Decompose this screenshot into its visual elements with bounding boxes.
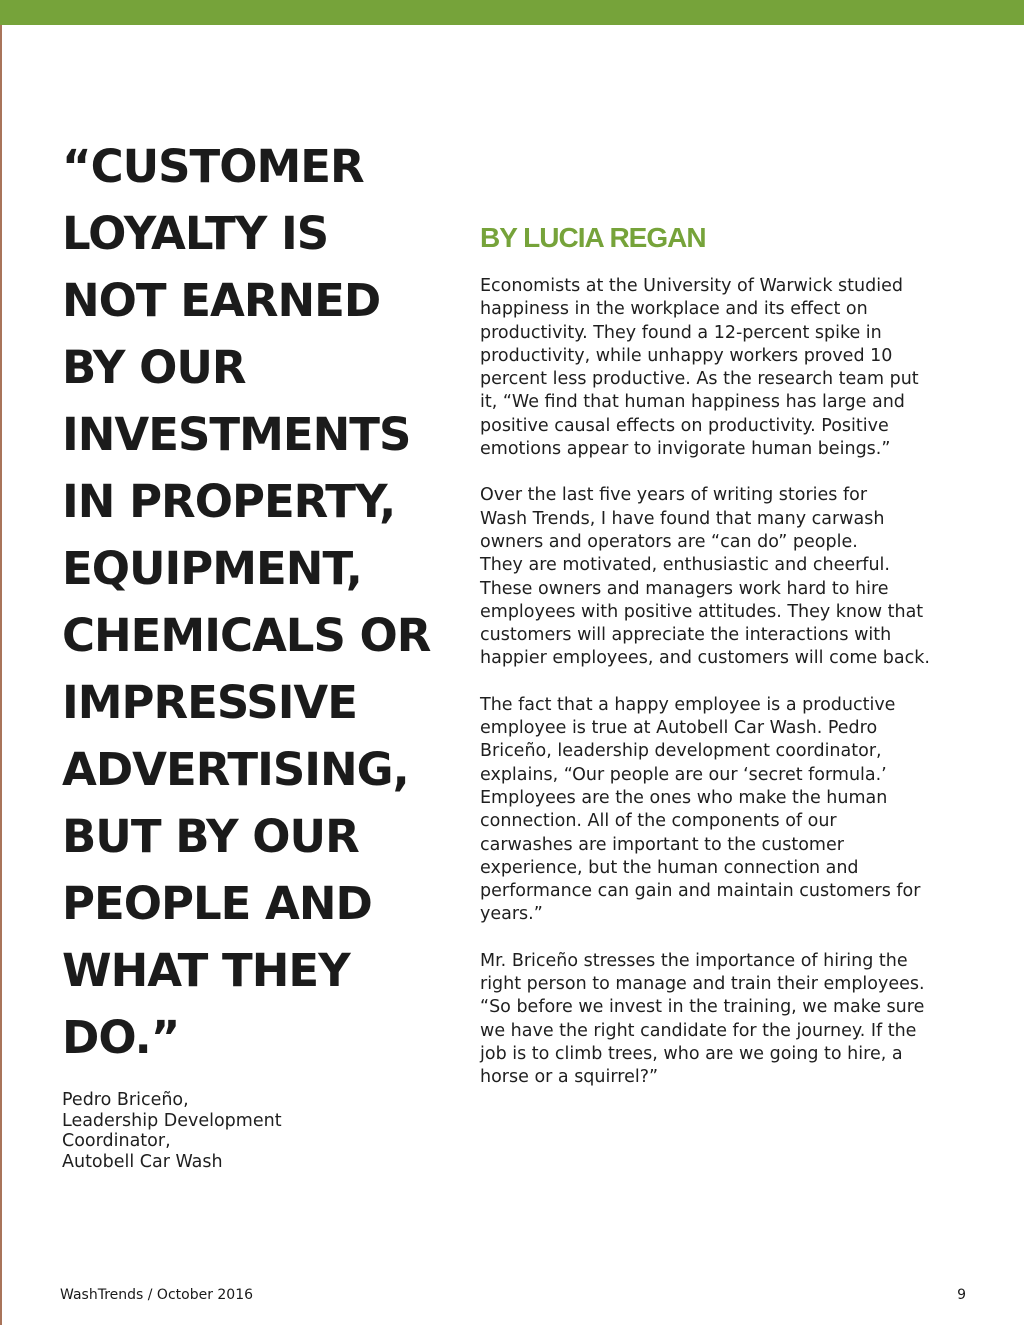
pull-quote-line: PEOPLE AND <box>62 877 372 930</box>
text-line: we have the right candidate for the journey. If the <box>480 1020 917 1041</box>
pull-quote-line: DO.” <box>62 1011 180 1064</box>
article-paragraph <box>480 950 1000 1090</box>
text-line: Employees are the ones who make the human <box>480 787 888 808</box>
text-line: Mr. Briceño stresses the importance of hiring the <box>480 950 908 971</box>
text-line: productivity, while unhappy workers proved 10 <box>480 345 893 366</box>
pull-quote-line: IN PROPERTY, <box>62 475 396 528</box>
text-line: experience, but the human connection and <box>480 857 859 878</box>
text-line: The fact that a happy employee is a productive <box>480 694 896 715</box>
pull-quote-line: WHAT THEY <box>62 944 350 997</box>
text-line: productivity. They found a 12-percent spike in <box>480 322 882 343</box>
text-line: emotions appear to invigorate human beings.” <box>480 439 891 460</box>
text-line: happiness in the workplace and its effect on <box>480 299 868 320</box>
footer-publication: WashTrends / October 2016 <box>60 1287 254 1303</box>
pull-quote-line: ADVERTISING, <box>62 743 409 796</box>
text-line: explains, “Our people are our ‘secret formula.’ <box>480 764 887 785</box>
pull-quote <box>62 133 431 1071</box>
page-number: 9 <box>957 1287 966 1303</box>
article-paragraph <box>480 694 1000 927</box>
text-line: “So before we invest in the training, we make sure <box>480 997 925 1018</box>
text-line: connection. All of the components of our <box>480 811 837 832</box>
pull-quote-line: BY OUR <box>62 341 246 394</box>
text-line: horse or a squirrel?” <box>480 1067 659 1088</box>
text-line: happier employees, and customers will come back. <box>480 648 930 669</box>
article-paragraph <box>480 275 1000 461</box>
text-line: positive causal effects on productivity. Positive <box>480 415 889 436</box>
text-line: employees with positive attitudes. They know that <box>480 601 924 622</box>
pull-quote-line: INVESTMENTS <box>62 408 411 461</box>
text-line: performance can gain and maintain customers for <box>480 881 921 902</box>
pull-quote-line: “CUSTOMER <box>62 140 364 193</box>
text-line: carwashes are important to the customer <box>480 834 844 855</box>
article-paragraph <box>480 484 1000 670</box>
pull-quote-line: LOYALTY IS <box>62 207 329 260</box>
page-edge-line <box>0 25 2 1325</box>
text-line: These owners and managers work hard to hire <box>480 578 889 599</box>
text-line: They are motivated, enthusiastic and cheerful. <box>480 555 890 576</box>
attribution-line: Autobell Car Wash <box>62 1151 223 1172</box>
text-line: Over the last five years of writing stories for <box>480 485 868 506</box>
pull-quote-line: CHEMICALS OR <box>62 609 431 662</box>
text-line: years.” <box>480 904 543 925</box>
text-line: Wash Trends, I have found that many carwash <box>480 508 885 529</box>
pull-quote-line: NOT EARNED <box>62 274 381 327</box>
article-body <box>480 275 1000 1113</box>
text-line: employee is true at Autobell Car Wash. Pedro <box>480 718 878 739</box>
text-line: Briceño, leadership development coordinator, <box>480 741 882 762</box>
text-line: right person to manage and train their employees. <box>480 974 925 995</box>
text-line: job is to climb trees, who are we going to hire, a <box>480 1043 903 1064</box>
text-line: customers will appreciate the interactions with <box>480 625 892 646</box>
text-line: owners and operators are “can do” people. <box>480 531 858 552</box>
text-line: it, “We find that human happiness has large and <box>480 392 905 413</box>
article-byline: BY LUCIA REGAN <box>480 222 706 253</box>
text-line: Economists at the University of Warwick studied <box>480 276 903 296</box>
attribution-line: Pedro Briceño, <box>62 1090 189 1110</box>
quote-attribution <box>62 1090 402 1172</box>
text-line: percent less productive. As the research team put <box>480 369 919 390</box>
pull-quote-line: EQUIPMENT, <box>62 542 362 595</box>
top-color-bar <box>0 0 1024 25</box>
attribution-line: Coordinator, <box>62 1131 171 1151</box>
attribution-line: Leadership Development <box>62 1110 282 1131</box>
pull-quote-line: BUT BY OUR <box>62 810 359 863</box>
pull-quote-line: IMPRESSIVE <box>62 676 358 729</box>
